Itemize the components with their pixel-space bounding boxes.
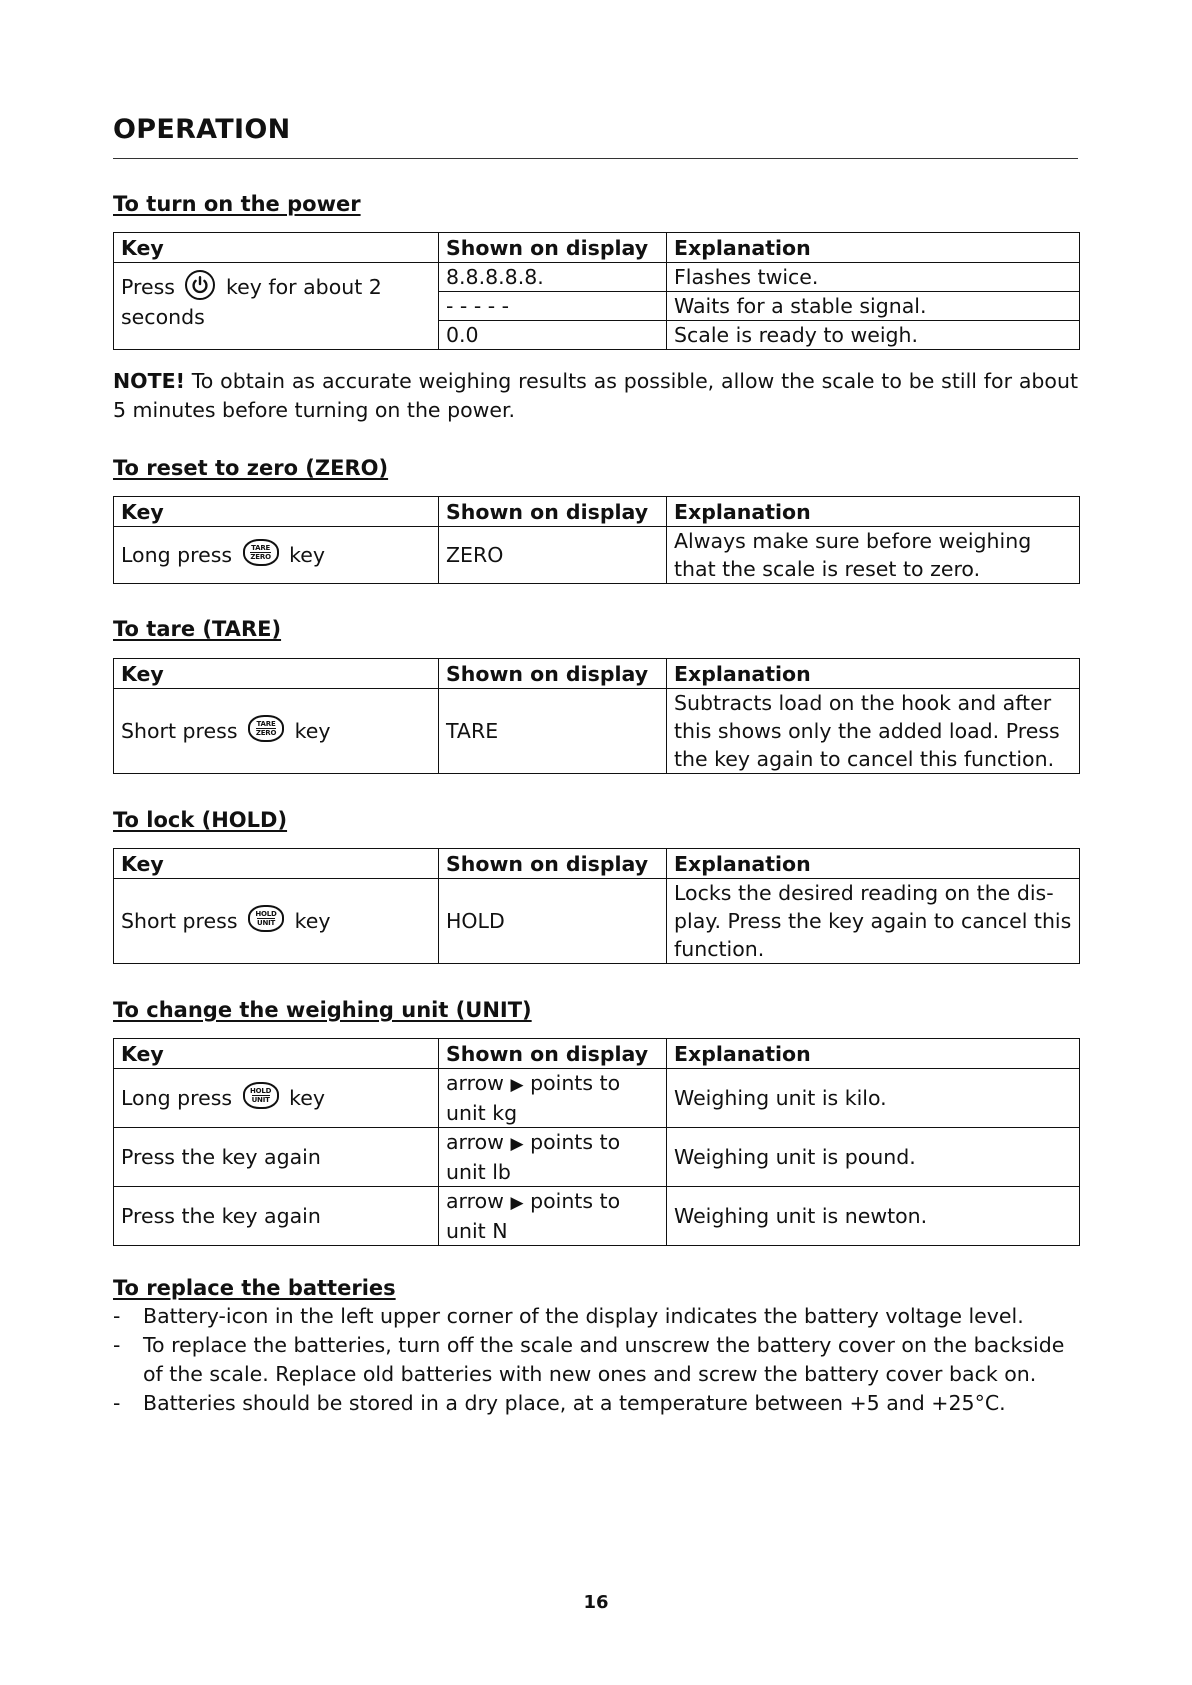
key-suffix: key <box>289 542 326 567</box>
hold-unit-key-icon <box>243 1082 279 1109</box>
page-title: OPERATION <box>113 114 291 145</box>
key-cell <box>114 689 439 774</box>
table-row <box>114 1069 1080 1128</box>
note-paragraph <box>113 367 1078 425</box>
col-header-explanation: Explanation <box>667 233 1080 263</box>
section-heading-unit: To change the weighing unit (UNIT) <box>113 998 532 1022</box>
power-table <box>113 232 1080 350</box>
list-item: - Batteries should be stored in a dry place, at a temperature between +5 and +25°C. <box>113 1389 1083 1418</box>
display-cell: - - - - - <box>439 292 667 321</box>
section-heading-power: To turn on the power <box>113 192 361 216</box>
display-cell: ZERO <box>439 527 667 584</box>
col-header-display: Shown on display <box>439 497 667 527</box>
display-cell <box>439 1128 667 1187</box>
battery-instructions-list <box>113 1302 1083 1418</box>
icon-label-top: HOLD <box>255 909 277 918</box>
key-prefix: Short press <box>121 718 238 743</box>
display-text: arrow <box>446 1189 504 1213</box>
display-text: arrow <box>446 1130 504 1154</box>
table-header-row <box>114 497 1080 527</box>
display-cell: TARE <box>439 689 667 774</box>
key-prefix: Press <box>121 275 175 299</box>
table-header-row <box>114 659 1080 689</box>
key-prefix: Long press <box>121 542 233 567</box>
tare-table <box>113 658 1080 774</box>
key-cell: Press the key again <box>114 1187 439 1246</box>
note-label: NOTE! <box>113 369 185 393</box>
col-header-key: Key <box>114 659 439 689</box>
col-header-display: Shown on display <box>439 659 667 689</box>
table-row <box>114 1128 1080 1187</box>
section-heading-batteries: To replace the batteries <box>113 1276 396 1300</box>
arrow-right-icon: ▶ <box>510 1075 524 1095</box>
display-text: points to unit lb <box>446 1130 621 1184</box>
col-header-display: Shown on display <box>439 849 667 879</box>
power-icon <box>185 270 215 300</box>
icon-label-bottom: ZERO <box>250 552 271 561</box>
key-suffix: key <box>289 1085 326 1110</box>
icon-label-bottom: UNIT <box>256 918 276 927</box>
explanation-cell: Locks the desired reading on the dis-play. Press the key again to cancel this function. <box>667 879 1080 964</box>
list-item: - To replace the batteries, turn off the scale and unscrew the battery cover on the backside of the scale. Replace old batteries with new ones and screw the battery cover back on. <box>113 1331 1083 1389</box>
key-cell <box>114 527 439 584</box>
list-item: - Battery-icon in the left upper corner of the display indicates the battery voltage level. <box>113 1302 1083 1331</box>
explanation-cell: Flashes twice. <box>667 263 1080 292</box>
col-header-key: Key <box>114 849 439 879</box>
explanation-cell: Weighing unit is pound. <box>667 1128 1080 1187</box>
section-heading-tare: To tare (TARE) <box>113 617 282 641</box>
key-suffix: key <box>294 908 331 933</box>
display-cell: 0.0 <box>439 321 667 350</box>
col-header-key: Key <box>114 233 439 263</box>
col-header-display: Shown on display <box>439 1039 667 1069</box>
section-heading-hold: To lock (HOLD) <box>113 808 288 832</box>
display-cell <box>439 1069 667 1128</box>
tare-zero-key-icon <box>248 715 284 742</box>
page-number: 16 <box>583 1592 609 1613</box>
table-row <box>114 263 1080 292</box>
table-row <box>114 879 1080 964</box>
arrow-right-icon: ▶ <box>510 1193 524 1213</box>
icon-label-bottom: ZERO <box>255 728 277 737</box>
col-header-key: Key <box>114 1039 439 1069</box>
key-cell <box>114 263 439 350</box>
icon-label-top: TARE <box>251 543 271 552</box>
icon-label-top: TARE <box>256 719 276 728</box>
col-header-explanation: Explanation <box>667 1039 1080 1069</box>
table-row <box>114 527 1080 584</box>
key-cell <box>114 879 439 964</box>
hold-unit-key-icon <box>248 905 284 932</box>
note-text: To obtain as accurate weighing results as possible, allow the scale to be still for about 5 minutes before turning on the power. <box>113 369 1078 422</box>
col-header-explanation: Explanation <box>667 849 1080 879</box>
key-suffix: key for about 2 seconds <box>121 275 382 329</box>
tare-zero-key-icon <box>243 539 279 566</box>
explanation-cell: Subtracts load on the hook and after this shows only the added load. Press the key again to cancel this function. <box>667 689 1080 774</box>
hold-table <box>113 848 1080 964</box>
unit-table <box>113 1038 1080 1246</box>
key-cell <box>114 1069 439 1128</box>
title-divider <box>113 158 1078 159</box>
section-heading-zero: To reset to zero (ZERO) <box>113 456 389 480</box>
key-cell: Press the key again <box>114 1128 439 1187</box>
zero-table <box>113 496 1080 584</box>
display-cell: 8.8.8.8.8. <box>439 263 667 292</box>
explanation-cell: Weighing unit is kilo. <box>667 1069 1080 1128</box>
icon-label-top: HOLD <box>249 1086 272 1095</box>
arrow-right-icon: ▶ <box>510 1134 524 1154</box>
table-header-row <box>114 233 1080 263</box>
table-row <box>114 1187 1080 1246</box>
col-header-explanation: Explanation <box>667 497 1080 527</box>
explanation-cell: Weighing unit is newton. <box>667 1187 1080 1246</box>
display-cell: HOLD <box>439 879 667 964</box>
table-row <box>114 689 1080 774</box>
icon-label-bottom: UNIT <box>251 1095 270 1104</box>
display-text: points to unit N <box>446 1189 621 1243</box>
col-header-key: Key <box>114 497 439 527</box>
display-text: points to unit kg <box>446 1071 621 1125</box>
key-prefix: Long press <box>121 1085 233 1110</box>
explanation-cell: Always make sure before weighing that the scale is reset to zero. <box>667 527 1080 584</box>
explanation-cell: Scale is ready to weigh. <box>667 321 1080 350</box>
table-header-row <box>114 849 1080 879</box>
key-suffix: key <box>294 718 331 743</box>
key-prefix: Short press <box>121 908 238 933</box>
display-text: arrow <box>446 1071 504 1095</box>
col-header-display: Shown on display <box>439 233 667 263</box>
explanation-cell: Waits for a stable signal. <box>667 292 1080 321</box>
display-cell <box>439 1187 667 1246</box>
col-header-explanation: Explanation <box>667 659 1080 689</box>
table-header-row <box>114 1039 1080 1069</box>
